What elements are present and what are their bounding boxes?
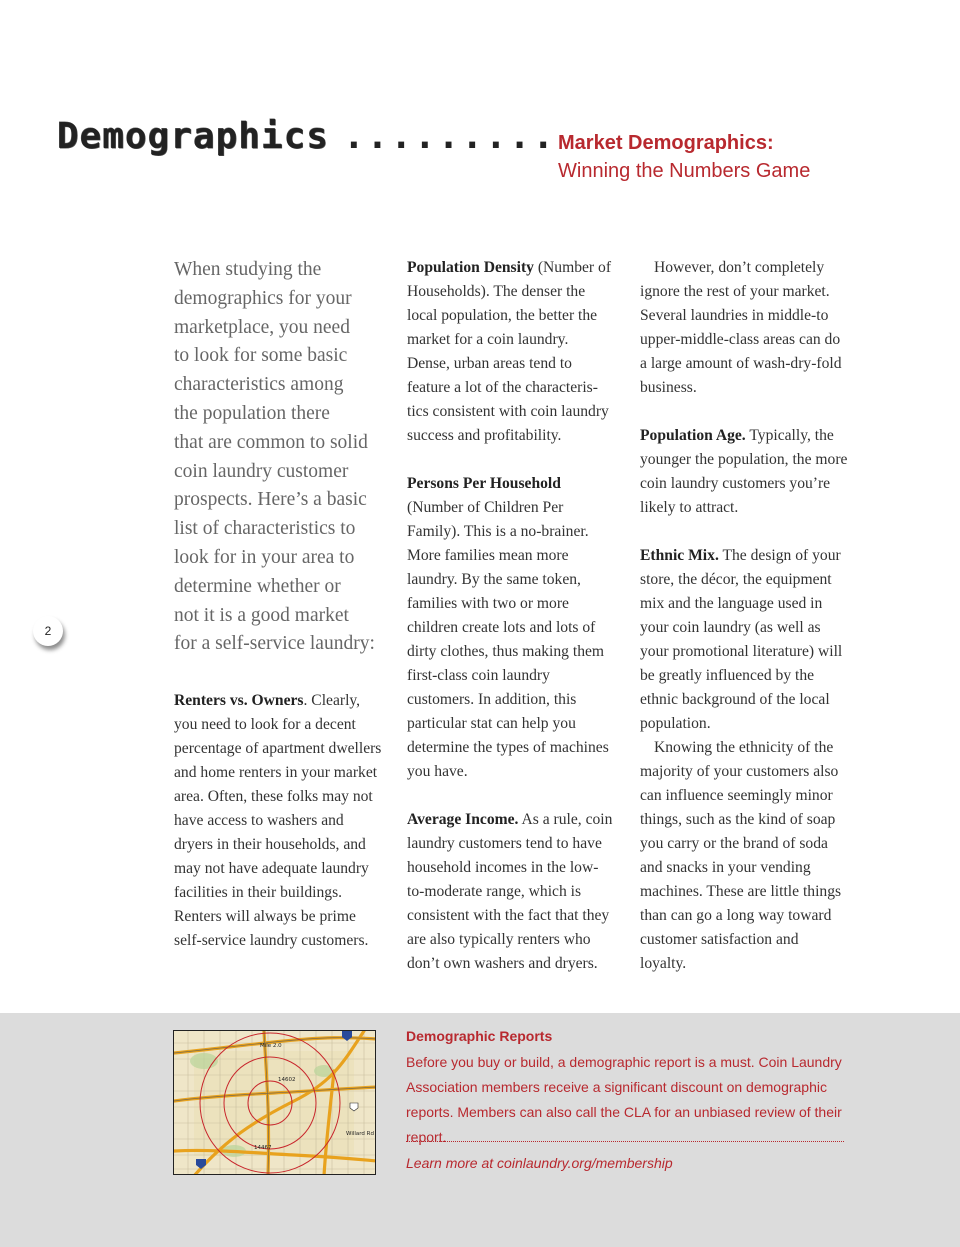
map-label: Willard Rd: [346, 1131, 374, 1137]
age-heading: Population Age.: [640, 427, 746, 444]
sidebar-box-body: Before you buy or build, a demographic report is a must. Coin Laundry Association members receive a significant discount on demographic reports. Members can also call the CLA for an unbiased review of their report.: [406, 1054, 842, 1145]
text-column-1: [174, 256, 382, 953]
map-label: 14602: [278, 1077, 296, 1083]
renters-paragraph: [174, 689, 382, 953]
dotted-divider: [406, 1141, 844, 1142]
map-label: Mile 2.0: [260, 1043, 282, 1049]
intro-line: list of characteristics to: [174, 518, 356, 540]
density-paragraph: [407, 256, 615, 448]
page-number: 2: [44, 624, 52, 638]
intro-line: not it is a good market: [174, 604, 349, 626]
map-illustration: [174, 1031, 376, 1175]
section-title: Demographics: [57, 116, 330, 157]
intro-paragraph: [174, 256, 382, 659]
sidebar-box-title: Demographic Reports: [406, 1028, 553, 1044]
intro-line: the population there: [174, 402, 330, 424]
knowing-paragraph: Knowing the ethnicity of the majority of your customers also can influence seemingly minor things, such as the kind of soap you carry or the brand of soda and snacks in your vending machines. These are little things than can go a long way toward customer satisfaction and loyalty.: [640, 739, 842, 972]
intro-line: coin laundry customer: [174, 460, 349, 482]
income-paragraph: [407, 808, 615, 976]
ethnic-paragraph: [640, 544, 848, 736]
age-text: Typically, the younger the population, the more coin laundry customers you’re likely to attract.: [640, 427, 848, 516]
renters-text: . Clearly, you need to look for a decent percentage of apartment dwellers and home renters in your market area. Often, these folks may not have access to washers and dryers in their households, and may not have adequate laundry facilities in their buildings. Renters will always be prime self-service laundry customers.: [174, 692, 382, 950]
however-paragraph: However, don’t completely ignore the rest of your market. Several laundries in middle-to upper-middle-class areas can do a large amount of wash-dry-fold business.: [640, 259, 842, 396]
persons-paragraph: [407, 472, 615, 784]
income-text: As a rule, coin laundry customers tend to have household incomes in the low-to-moderate range, which is consistent with the fact that they are also typically renters who don’t own washers and dryers.: [407, 811, 613, 972]
title-leader-dots: .........: [343, 116, 557, 157]
age-paragraph: [640, 424, 848, 520]
intro-line: When studying the: [174, 259, 322, 280]
intro-line: look for in your area to: [174, 546, 355, 568]
intro-line: demographics for your: [174, 287, 352, 309]
density-text: (Number of Households). The denser the local population, the better the market for a coin laundry. Dense, urban areas tend to feature a lot of the characteris-tics consistent with coin laundry success and profitability.: [407, 259, 612, 444]
density-heading: Population Density: [407, 259, 534, 276]
page-number-badge: [33, 616, 63, 646]
intro-line: determine whether or: [174, 575, 341, 597]
persons-text: (Number of Children Per Family). This is a no-brainer. More families mean more laundry. By the same token, families with two or more children create lots and lots of dirty clothes, thus making them first-class coin laundry customers. In addition, this particular stat can help you determine the types of machines you have.: [407, 499, 609, 780]
text-column-2: [407, 256, 615, 976]
ethnic-heading: Ethnic Mix.: [640, 547, 719, 564]
text-column-3: [640, 256, 848, 976]
demographic-map-image: [173, 1030, 376, 1175]
persons-heading: Persons Per Household: [407, 475, 561, 492]
subtitle-line-2: Winning the Numbers Game: [558, 160, 811, 182]
membership-link[interactable]: Learn more at coinlaundry.org/membership: [406, 1155, 673, 1171]
intro-line: marketplace, you need: [174, 316, 350, 338]
renters-heading: Renters vs. Owners: [174, 692, 304, 710]
intro-line: to look for some basic: [174, 345, 348, 367]
income-heading: Average Income.: [407, 811, 519, 828]
intro-line: that are common to solid: [174, 431, 368, 453]
intro-line: for a self-service laundry:: [174, 633, 375, 655]
subtitle-line-1: Market Demographics:: [558, 132, 774, 154]
intro-line: characteristics among: [174, 374, 344, 396]
map-label: 14467: [254, 1145, 272, 1151]
ethnic-text: The design of your store, the décor, the equipment mix and the language used in your coin laundry (as well as your promotional literature) will be greatly influenced by the ethnic background of the local population.: [640, 547, 843, 732]
intro-line: prospects. Here’s a basic: [174, 489, 367, 511]
